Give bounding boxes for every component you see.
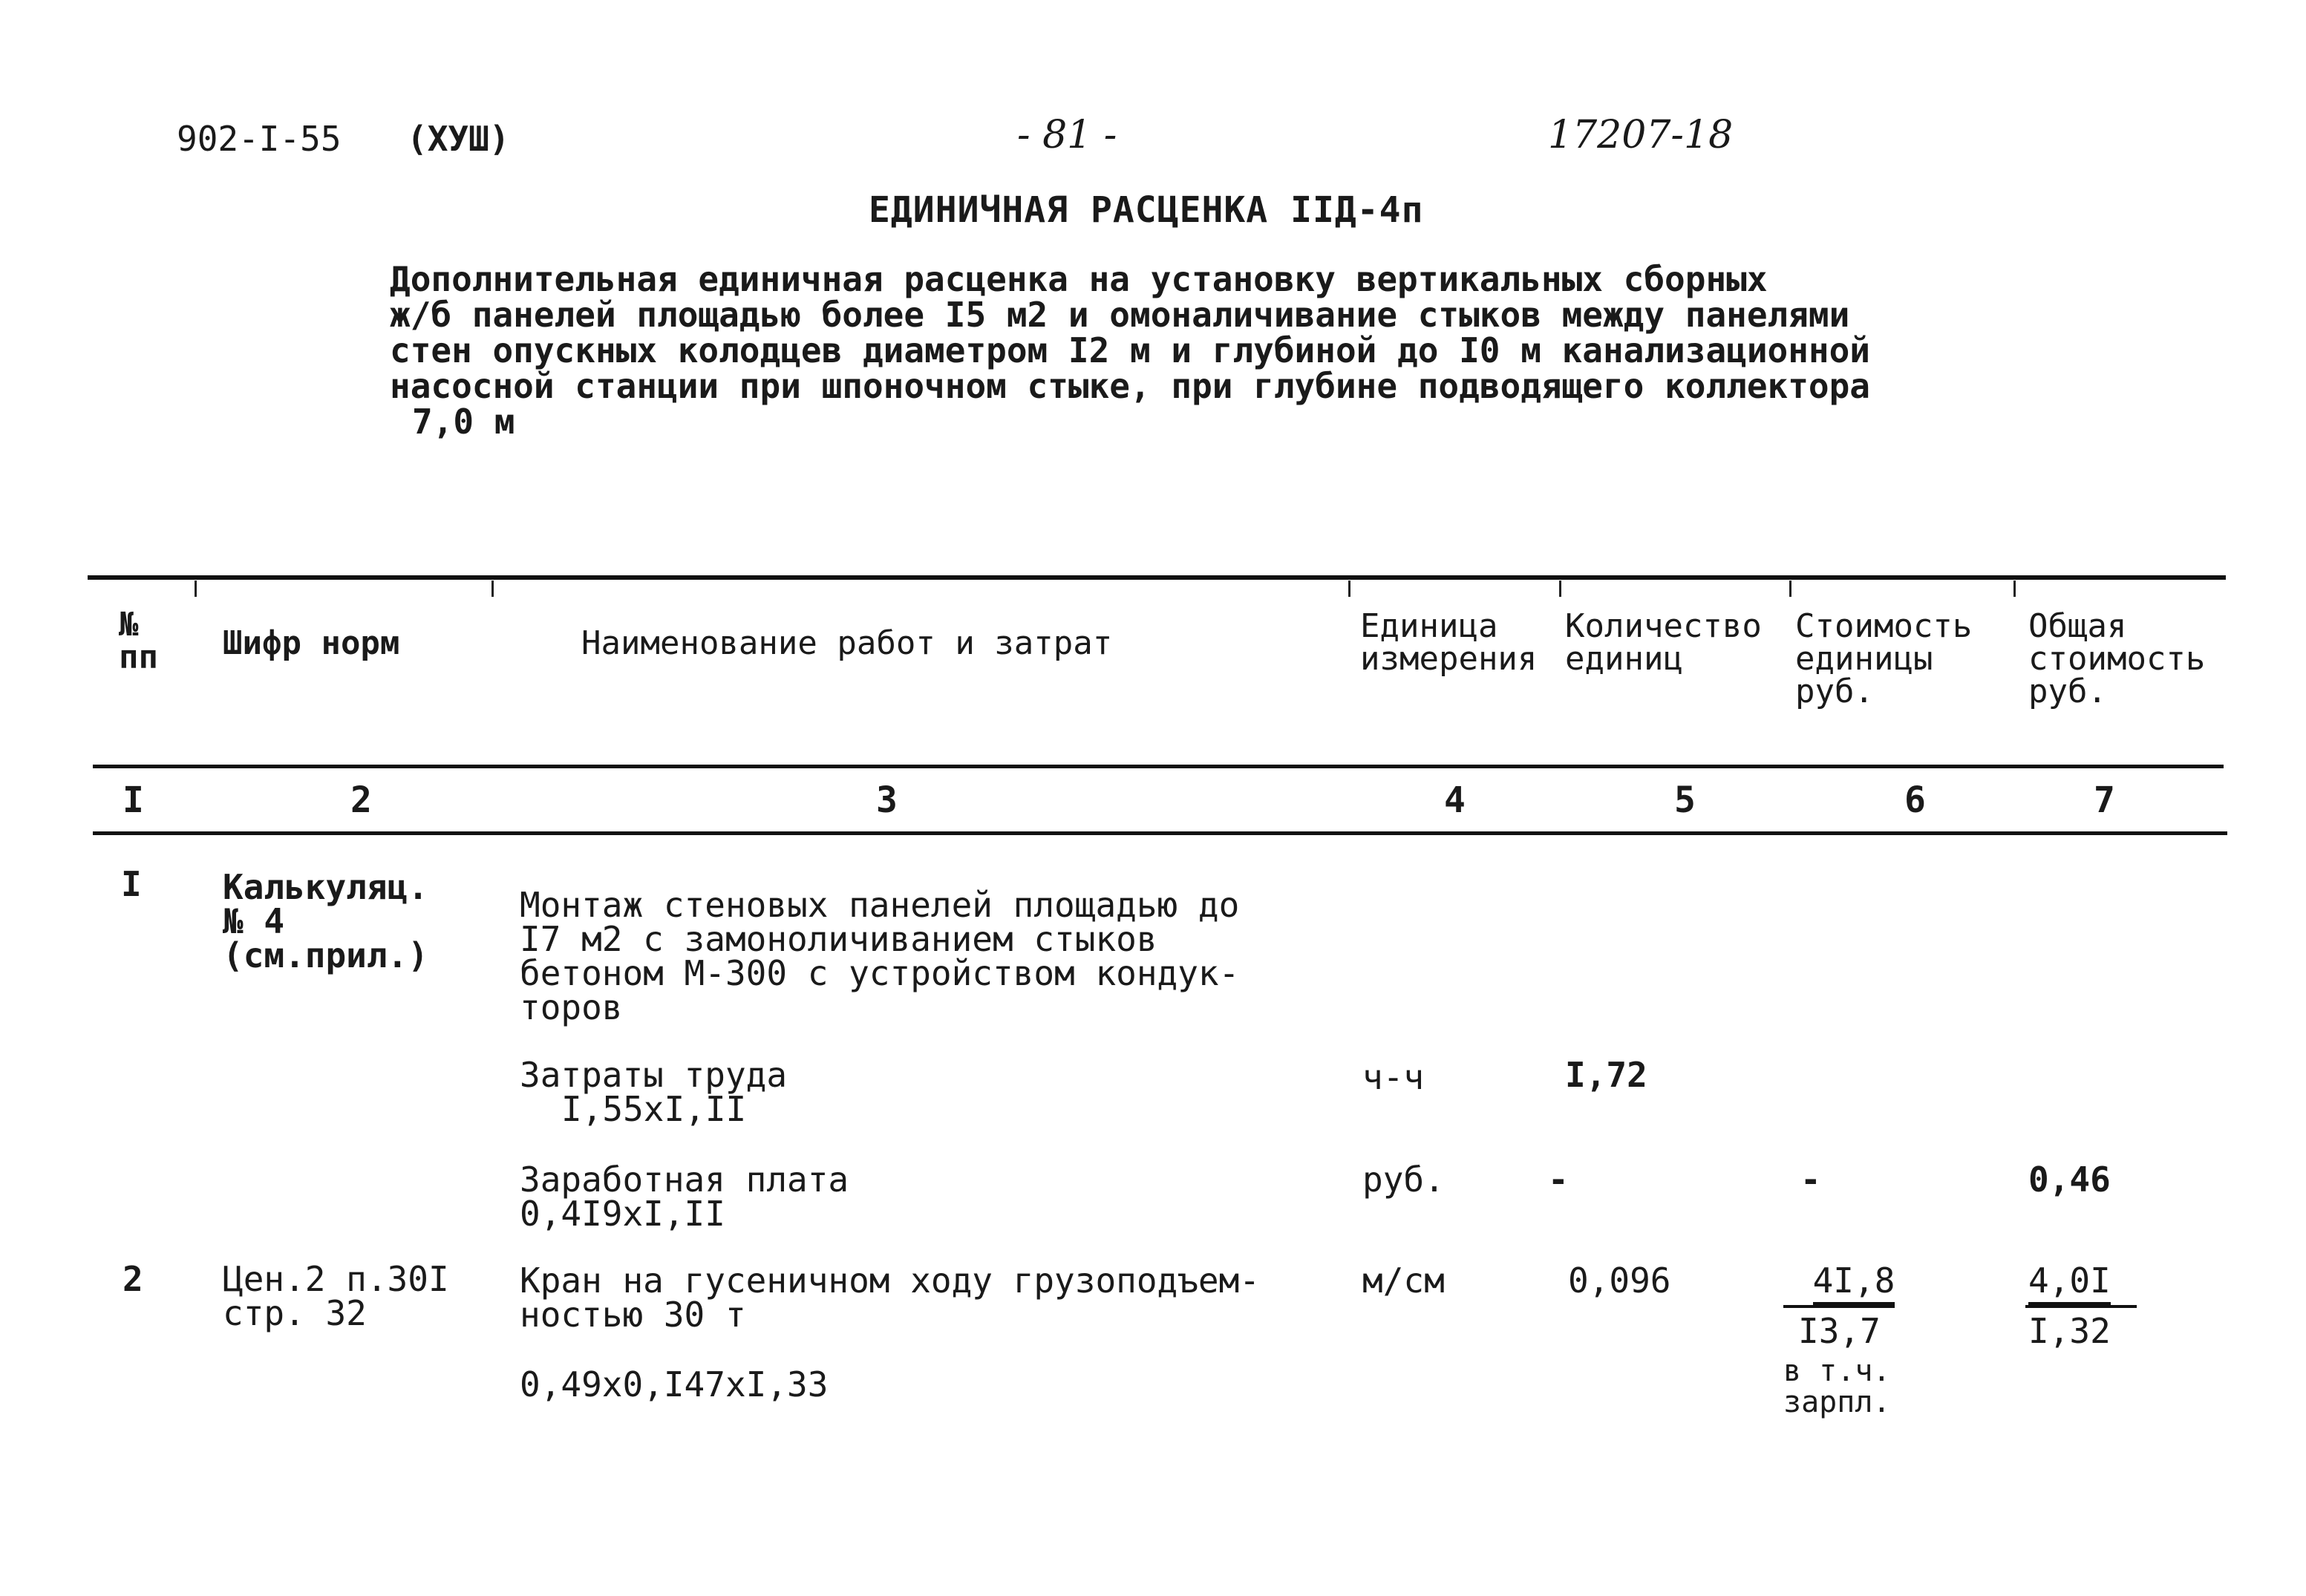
column-separator-tick	[1789, 580, 1791, 597]
row-2-unit-cost-wage: I3,7	[1798, 1311, 1881, 1351]
description-line-4: насосной станции при шпоночном стыке, при глубине подводящего коллектора	[390, 366, 1870, 406]
header-num: № пп	[119, 606, 158, 676]
series-label: (ХУШ)	[407, 119, 510, 159]
column-separator-tick	[1348, 580, 1350, 597]
column-number-1: I	[123, 779, 144, 821]
row-2-quantity: 0,096	[1568, 1260, 1671, 1301]
header-name: Наименование работ и затрат	[581, 624, 1113, 662]
row-1b-total: 0,46	[2028, 1160, 2111, 1200]
row-1a-unit: ч-ч	[1362, 1057, 1425, 1097]
row-2-code: Цен.2 п.30I стр. 32	[223, 1259, 449, 1333]
column-number-5: 5	[1674, 779, 1696, 821]
header-quantity: Количество единиц	[1565, 607, 1762, 678]
row-1-num: I	[121, 864, 142, 904]
description-line-2: ж/б панелей площадью более I5 м2 и омоналичивание стыков между панелями	[390, 295, 1850, 335]
header-code: Шифр норм	[223, 624, 400, 662]
row-1-code: Калькуляц. № 4 (см.прил.)	[223, 867, 428, 975]
row-2-total: 4,0I	[2028, 1263, 2111, 1298]
column-number-6: 6	[1904, 779, 1926, 821]
row-2-total-wage: I,32	[2028, 1311, 2111, 1351]
row-2-num: 2	[123, 1259, 143, 1299]
doc-code: 902-I-55	[177, 119, 342, 159]
column-separator-tick	[1559, 580, 1561, 597]
column-separator-tick	[2013, 580, 2016, 597]
header-total-cost: Общая стоимость руб.	[2028, 607, 2206, 710]
row-1-name: Монтаж стеновых панелей площадью до I7 м2 с замоноличиванием стыков бетоном М-300 с устройством кондук- торов	[520, 885, 1240, 1027]
description-line-3: стен опускных колодцев диаметром I2 м и глубиной до I0 м канализационной	[390, 330, 1870, 370]
description-line-1: Дополнительная единичная расценка на установку вертикальных сборных	[390, 259, 1768, 299]
row-1b-unit: руб.	[1362, 1160, 1445, 1200]
column-numbers-rule	[93, 831, 2227, 835]
column-number-2: 2	[350, 779, 372, 821]
page-title: ЕДИНИЧНАЯ РАСЦЕНКА IIД-4п	[869, 189, 1424, 231]
row-2-unit-cost: 4I,8	[1791, 1263, 1917, 1298]
registry-number: 17207-18	[1548, 113, 1734, 157]
column-number-3: 3	[876, 779, 898, 821]
row-2-unit: м/см	[1362, 1260, 1445, 1301]
description-line-5: 7,0 м	[412, 402, 515, 442]
column-separator-tick	[491, 580, 494, 597]
row-2-wage-note: в т.ч. зарпл.	[1783, 1354, 1891, 1419]
column-number-7: 7	[2094, 779, 2115, 821]
row-1a-name: Затраты труда I,55xI,II	[520, 1055, 788, 1129]
row-2-formula: 0,49x0,I47xI,33	[520, 1364, 829, 1404]
row-2-name: Кран на гусеничном ходу грузоподъем- ностью 30 т	[520, 1260, 1260, 1335]
header-unit-cost: Стоимость единицы руб.	[1795, 607, 1973, 710]
row-1b-quantity: -	[1548, 1160, 1569, 1200]
row-1a-quantity: I,72	[1565, 1055, 1647, 1095]
row-1b-name: Заработная плата 0,4I9xI,II	[520, 1160, 849, 1234]
header-unit: Единица измерения	[1360, 607, 1538, 678]
table-top-rule	[88, 575, 2226, 580]
column-separator-tick	[195, 580, 197, 597]
column-number-4: 4	[1444, 779, 1466, 821]
page-number: - 81 -	[1017, 113, 1117, 157]
header-bottom-rule	[93, 765, 2224, 768]
row-1b-unit-cost: -	[1800, 1160, 1821, 1200]
row-2-total-fraction-bar	[2025, 1305, 2137, 1308]
row-2-unit-cost-fraction-bar	[1783, 1305, 1895, 1308]
